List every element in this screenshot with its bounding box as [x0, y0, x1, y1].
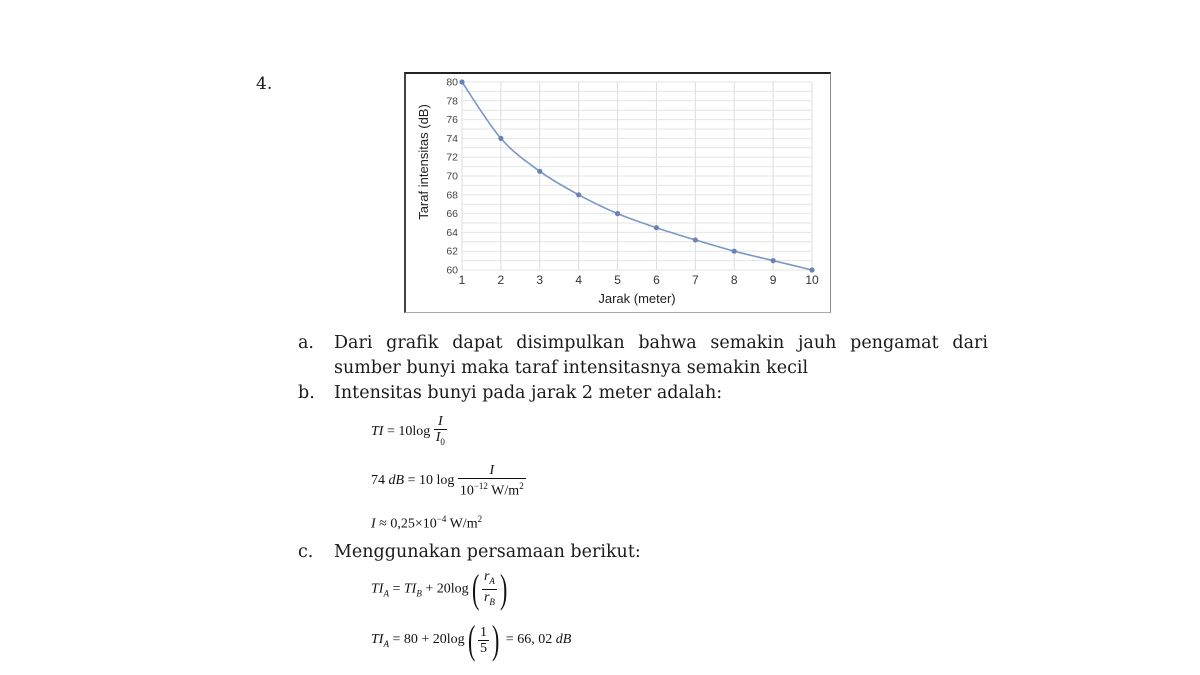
- data-point: [693, 237, 698, 242]
- eq-b1-den-sub: 0: [440, 436, 445, 447]
- eq-b2-den-unit: W/m: [487, 483, 520, 499]
- chart-figure: [404, 72, 831, 313]
- y-tick-label: 70: [446, 170, 458, 183]
- eq-c2-unit: dB: [555, 632, 572, 648]
- eq-b3-rhs: ≈ 0,25×10: [375, 516, 437, 532]
- answer-list: [298, 331, 988, 406]
- answer-list-c: [298, 540, 988, 565]
- eq-b2-unit: dB: [388, 473, 405, 489]
- data-point: [809, 267, 814, 272]
- eq-b2-den-sup: −12: [473, 481, 488, 491]
- item-a-line1: Dari grafik dapat disimpulkan bahwa semakin jauh pengamat dari: [334, 333, 988, 353]
- data-point: [615, 211, 620, 216]
- answer-item-b: [298, 381, 988, 406]
- right-paren: ): [499, 566, 508, 612]
- eq-b1-num: I: [438, 414, 443, 429]
- eq-b1-mid: = 10log: [383, 424, 431, 440]
- eq-c2-lhs: TI: [371, 632, 384, 648]
- eq-b1-fraction: [434, 414, 447, 450]
- answer-item-a: [298, 331, 988, 381]
- y-tick-label: 60: [446, 264, 458, 277]
- item-b-text: Intensitas bunyi pada jarak 2 meter adalah:: [334, 383, 723, 403]
- eq-c1-lhs: TI: [371, 581, 384, 597]
- eq-c1-t2: TI: [403, 581, 417, 597]
- question-number: 4.: [256, 74, 273, 94]
- y-tick-label: 66: [446, 208, 458, 221]
- x-tick-label: 8: [730, 273, 738, 287]
- item-label-a: a.: [298, 333, 314, 353]
- eq-c1-den-sub: B: [489, 596, 495, 607]
- eq-b3-sup2: 2: [477, 514, 483, 524]
- eq-b2-num: I: [489, 463, 495, 478]
- eq-b3-lhs: I: [371, 516, 376, 532]
- intensity-distance-chart: [406, 74, 831, 312]
- eq-b2-fraction: [458, 463, 526, 499]
- y-tick-label: 72: [446, 151, 458, 164]
- y-tick-label: 64: [446, 226, 458, 239]
- data-point: [459, 79, 464, 84]
- data-point: [498, 136, 503, 141]
- left-paren: (: [471, 566, 479, 612]
- eq-c2-fraction: [478, 625, 489, 656]
- answer-item-c: [298, 540, 988, 565]
- equation-b3: [371, 514, 482, 533]
- data-point: [771, 258, 776, 263]
- eq-c1-mid: + 20log: [421, 581, 469, 597]
- eq-c1-den: r: [483, 589, 490, 605]
- eq-b2-lhs: 74: [371, 473, 389, 489]
- eq-b2-mid: = 10 log: [404, 473, 455, 489]
- y-tick-label: 80: [446, 76, 458, 89]
- eq-b2-den: 10: [459, 483, 474, 499]
- x-tick-label: 9: [769, 273, 777, 287]
- x-tick-label: 4: [575, 273, 583, 287]
- data-point: [654, 225, 659, 230]
- x-tick-label: 10: [805, 273, 819, 287]
- data-point: [576, 192, 581, 197]
- data-point: [732, 249, 737, 254]
- item-a-line2: sumber bunyi maka taraf intensitasnya semakin kecil: [334, 358, 809, 378]
- eq-c2-num: 1: [479, 624, 487, 640]
- x-tick-label: 7: [691, 273, 699, 287]
- y-tick-label: 76: [446, 114, 458, 127]
- eq-c2-rhs: = 66, 02: [502, 632, 556, 648]
- item-c-text: Menggunakan persamaan berikut:: [334, 542, 641, 562]
- eq-b2-den-sup2: 2: [519, 481, 524, 491]
- equation-c2: [371, 617, 572, 662]
- y-tick-label: 68: [446, 189, 458, 202]
- item-label-b: b.: [298, 383, 315, 403]
- eq-c1-fraction: [482, 569, 497, 610]
- eq-c1-num: r: [483, 569, 490, 584]
- x-tick-label: 5: [614, 273, 621, 287]
- x-tick-label: 6: [653, 273, 660, 287]
- x-tick-label: 1: [458, 273, 466, 287]
- eq-c1-lhs-sub: A: [383, 588, 389, 599]
- eq-c1-t2-sub: B: [416, 588, 422, 599]
- equation-c1: [371, 566, 510, 612]
- eq-c2-lhs-sub: A: [383, 639, 389, 650]
- eq-b1-den: I: [435, 430, 441, 445]
- item-label-c: c.: [298, 542, 314, 562]
- x-tick-label: 3: [536, 273, 544, 287]
- y-axis-label: Taraf intensitas (dB): [416, 104, 431, 220]
- equation-b1: [371, 414, 447, 450]
- eq-c2-mid: = 80 + 20log: [388, 632, 465, 648]
- right-paren: ): [491, 617, 500, 662]
- y-tick-label: 74: [446, 132, 458, 145]
- y-tick-label: 62: [446, 245, 458, 258]
- y-tick-label: 78: [446, 95, 458, 108]
- eq-c1-num-sub: A: [489, 575, 495, 586]
- eq-b3-sup: −4: [436, 514, 447, 524]
- equation-b2: [371, 463, 526, 499]
- data-point: [537, 169, 542, 174]
- eq-b3-unit: W/m: [446, 516, 478, 532]
- x-axis-label: Jarak (meter): [598, 291, 676, 306]
- eq-b1-lhs: TI: [371, 424, 384, 440]
- eq-c2-den: 5: [479, 640, 487, 656]
- left-paren: (: [467, 617, 475, 662]
- x-tick-label: 2: [497, 273, 505, 287]
- eq-c1-eq: =: [388, 581, 404, 597]
